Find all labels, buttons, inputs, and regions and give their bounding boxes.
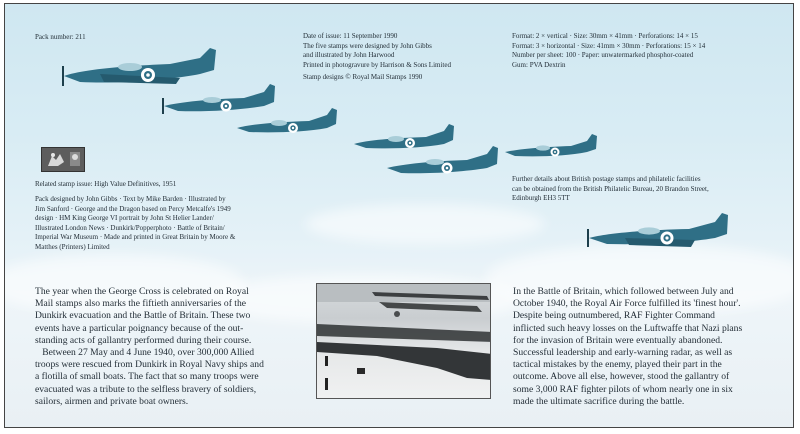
paragraph-line: Between 27 May and 4 June 1940, over 300,000 Allied bbox=[35, 347, 255, 359]
further-details-line: Edinburgh EH3 5TT bbox=[512, 194, 570, 202]
format-line: Number per sheet: 100 · Paper: unwatermarked phosphor-coated bbox=[512, 51, 694, 59]
credits-line: Jim Sanford · George and the Dragon based on Percy Metcalfe's 1949 bbox=[35, 204, 231, 213]
paragraph-line: In the Battle of Britain, which followed between July and bbox=[513, 286, 734, 297]
credits-line: Matthes (Printers) Limited bbox=[35, 242, 110, 251]
issue-info bbox=[303, 32, 451, 83]
credits-line: Illustrated London News · Dunkirk/Popperphoto · Battle of Britain/ bbox=[35, 223, 225, 232]
further-details-line: Further details about British postage stamps and philatelic facilities bbox=[512, 175, 701, 183]
paragraph-line: events have a particular poignancy because of the out- bbox=[35, 322, 244, 334]
hurricane-fighter-plane-icon bbox=[501, 132, 601, 168]
dunkirk-beach-photo bbox=[316, 283, 491, 399]
paragraph-line: a flotilla of small boats. The fact that so many troops were bbox=[35, 371, 259, 383]
credits-line: Pack designed by John Gibbs · Text by Mike Barden · Illustrated by bbox=[35, 195, 226, 203]
george-and-dragon-stamp-icon bbox=[41, 147, 85, 172]
paragraph-line: Dunkirk evacuation and the Battle of Britain. These two bbox=[35, 310, 251, 322]
paragraph-line: outcome. Above all else, however, stood the gallantry of bbox=[513, 371, 730, 383]
related-stamp-issue: Related stamp issue: High Value Definitives, 1951 bbox=[35, 180, 177, 188]
paragraph-line: October 1940, the Royal Air Force fulfilled its 'finest hour'. bbox=[513, 298, 741, 310]
paragraph-line: Successful leadership and early-warning radar, as well as bbox=[513, 347, 733, 359]
hurricane-fighter-plane-icon bbox=[585, 210, 735, 260]
battle-of-britain-paragraph bbox=[513, 286, 787, 408]
printer-line: Printed in photogravure by Harrison & Sons Limited bbox=[303, 60, 451, 69]
further-details bbox=[512, 175, 709, 204]
copyright-line: Stamp designs © Royal Mail Stamps 1990 bbox=[303, 73, 423, 81]
paragraph-line: troops were rescued from Dunkirk in Royal Navy ships and bbox=[35, 359, 264, 371]
paragraph-line: Mail stamps also marks the fiftieth anniversaries of the bbox=[35, 298, 247, 310]
paragraph-line: sailors, airmen and private boat owners. bbox=[35, 395, 189, 407]
paragraph-line: The year when the George Cross is celebrated on Royal bbox=[35, 286, 249, 297]
hurricane-fighter-plane-icon bbox=[383, 144, 503, 188]
hurricane-fighter-plane-icon bbox=[233, 106, 341, 146]
credits-line: design · HM King George VI portrait by John St Helier Lander/ bbox=[35, 214, 214, 222]
paragraph-line: tactical mistakes by the enemy, played their part in the bbox=[513, 359, 722, 371]
paragraph-line: standing acts of gallantry performed during their course. bbox=[35, 334, 252, 346]
issue-date: Date of issue: 11 September 1990 bbox=[303, 32, 398, 40]
paragraph-line: made the ultimate sacrifice during the battle. bbox=[513, 395, 685, 407]
credits-line: Imperial War Museum · Made and printed in Great Britain by Moore & bbox=[35, 233, 236, 241]
format-line: Format: 2 × vertical · Size: 30mm × 41mm · Perforations: 14 × 15 bbox=[512, 32, 698, 40]
paragraph-line: inflicted such heavy losses on the Luftwaffe that Nazi plans bbox=[513, 322, 743, 334]
paragraph-line: some 3,000 RAF fighter pilots of whom nearly one in six bbox=[513, 383, 733, 395]
paragraph-line: Despite being outnumbered, RAF Fighter Command bbox=[513, 310, 715, 322]
designer-line: and illustrated by John Harwood bbox=[303, 51, 395, 59]
designer-line: The five stamps were designed by John Gibbs bbox=[303, 41, 432, 50]
dunkirk-paragraph bbox=[35, 286, 307, 408]
format-line: Gum: PVA Dextrin bbox=[512, 60, 566, 69]
paragraph-line: for the invasion of Britain were eventually abandoned. bbox=[513, 334, 723, 346]
presentation-pack-card bbox=[4, 3, 794, 428]
credits bbox=[35, 195, 285, 252]
format-info bbox=[512, 32, 705, 70]
format-line: Format: 3 × horizontal · Size: 41mm × 30mm · Perforations: 15 × 14 bbox=[512, 41, 706, 50]
cloud bbox=[305, 204, 545, 244]
pack-number: Pack number: 211 bbox=[35, 33, 86, 41]
further-details-line: can be obtained from the British Philatelic Bureau, 20 Brandon Street, bbox=[512, 184, 709, 193]
paragraph-line: evacuated was a tribute to the selfless bravery of soldiers, bbox=[35, 383, 257, 395]
